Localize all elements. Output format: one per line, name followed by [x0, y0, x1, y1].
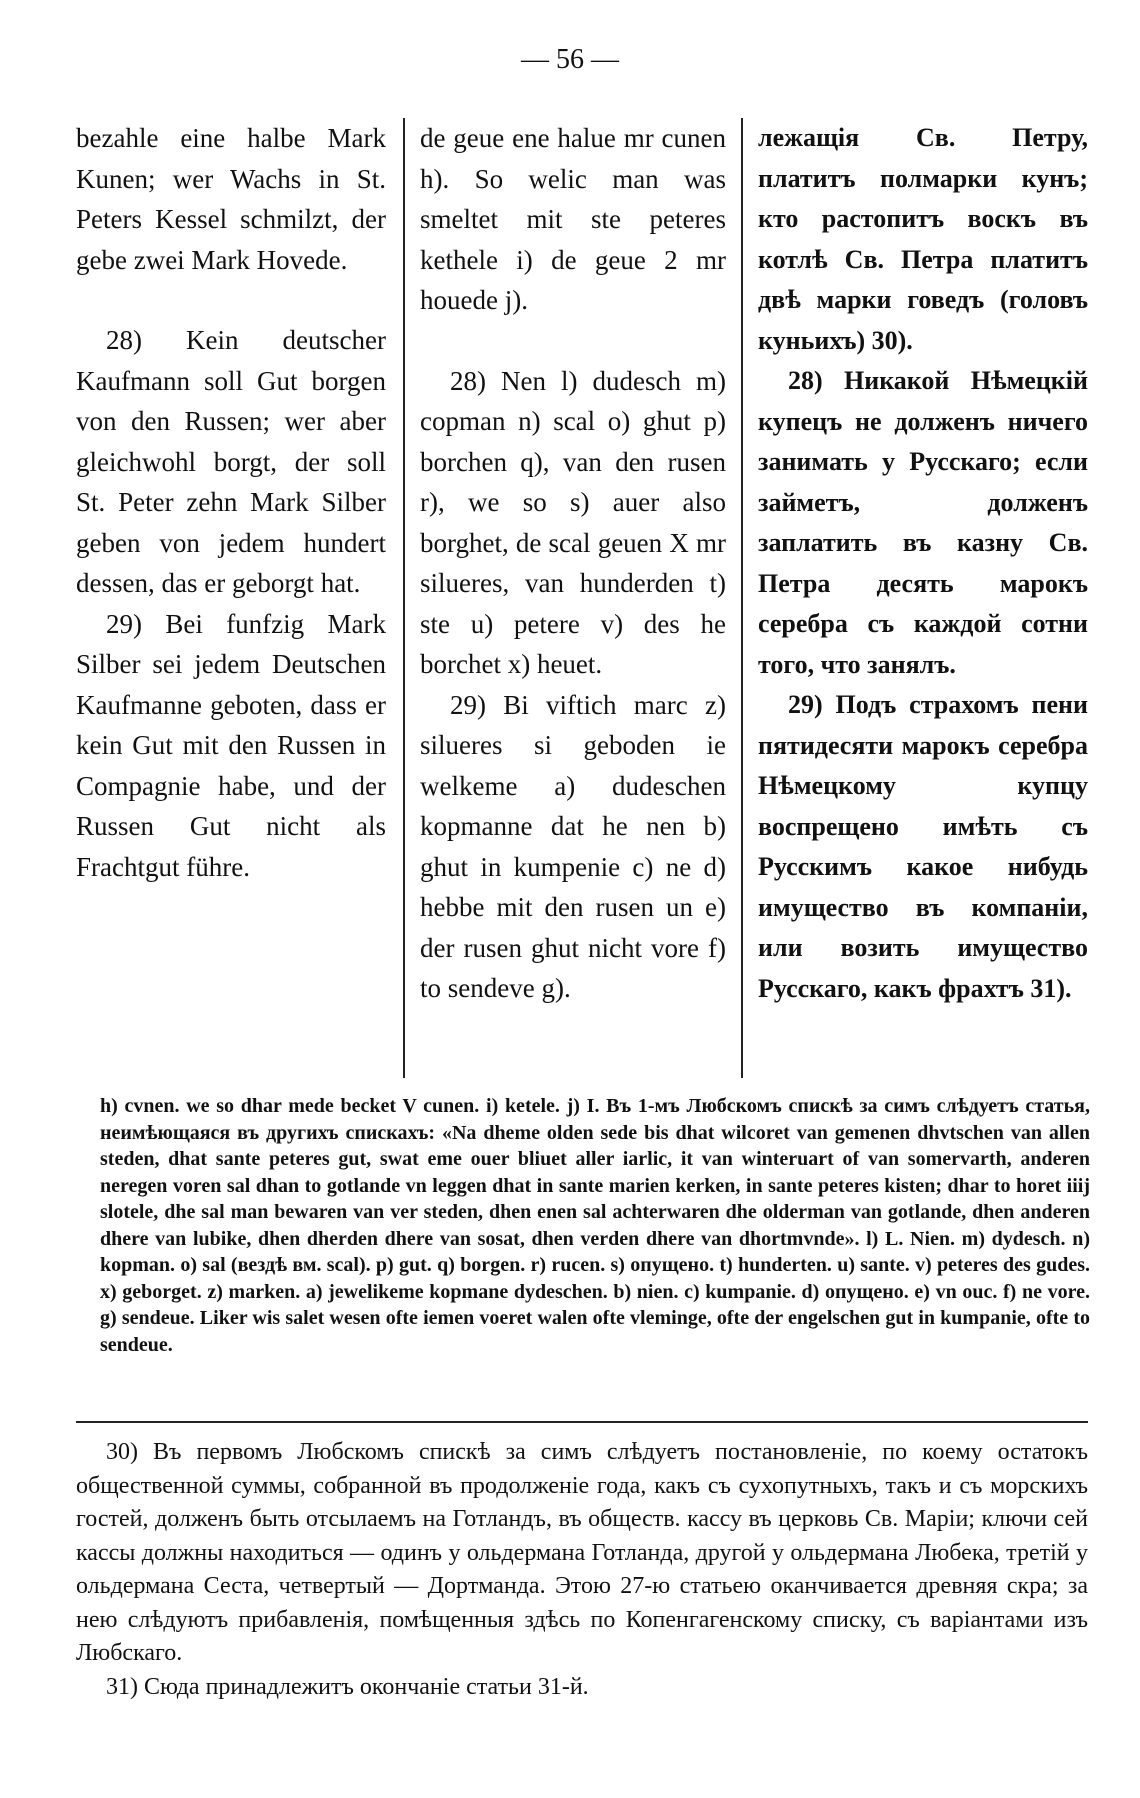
german-paragraph: 29) Bei funfzig Mark Silber sei jedem Deutschen Kaufmanne geboten, dass er kein Gut mit den Russen in Compagnie habe, und der Russen Gut nicht als Frachtgut führe. [76, 608, 386, 882]
footnotes [76, 1436, 1088, 1704]
footnote-30: 30) Въ первомъ Любскомъ спискѣ за симъ слѣдуетъ постановленіе, по коему остатокъ общественной суммы, собранной въ продолженіе года, какъ съ сухопутныхъ, такъ и съ морскихъ гостей, долженъ быть отсылаемъ на Готландъ, въ обществ. кассу въ церковь Св. Маріи; ключи сей кассы должны находиться — одинъ у ольдермана Готланда, другой у ольдермана Любека, третій у ольдермана Сеста, четвертый — Дортманда. Этою 27-ю статьею оканчивается древняя скра; за нею слѣдуютъ прибавленія, помѣщенныя здѣсь по Копенгагенскому списку, съ варіантами изъ Любскаго. [76, 1439, 1088, 1666]
german-column [76, 118, 386, 1078]
russian-paragraph: 28) Никакой Нѣмецкій купецъ не долженъ ничего занимать у Русскаго; если займетъ, долженъ заплатить въ казну Св. Петра десять марокъ серебра съ каждой сотни того, что занялъ. [758, 366, 1088, 679]
german-paragraph: 28) Kein deutscher Kaufmann soll Gut borgen von den Russen; wer aber gleichwohl borgt, der soll St. Peter zehn Mark Silber geben von jedem hundert dessen, das er geborgt hat. [76, 325, 386, 598]
russian-paragraph: 29) Подъ страхомъ пени пятидесяти марокъ серебра Нѣмецкому купцу воспрещено имѣть съ Русскимъ какое нибудь имущество въ компаніи, или возить имущество Русскаго, какъ фрахтъ 31). [758, 690, 1088, 1003]
low-german-paragraph: 29) Bi viftich marc z) silueres si geboden ie welkeme a) dudeschen kopmanne dat he nen b) ghut in kumpenie c) ne d) hebbe mit den rusen un e) der rusen ghut nicht vore f) to sendeve g). [420, 689, 726, 1003]
russian-column [758, 118, 1088, 1078]
russian-paragraph: лежащія Св. Петру, платитъ полмарки кунъ; кто растопитъ воскъ въ котлѣ Св. Петра платитъ двѣ марки говедъ (головъ куньихъ) 30). [758, 123, 1088, 355]
column-divider [741, 118, 743, 1078]
footnote-31: 31) Сюда принадлежитъ окончаніе статьи 31-й. [106, 1673, 589, 1700]
low-german-column [420, 118, 726, 1078]
german-paragraph: bezahle eine halbe Mark Kunen; wer Wachs in St. Peters Kessel schmilzt, der gebe zwei Mark Hovede. [76, 123, 386, 275]
footnote-separator [76, 1421, 1088, 1423]
low-german-paragraph: de geue ene halue mr cunen h). So welic man was smeltet mit ste peteres kethele i) de geue 2 mr houede j). [420, 123, 726, 315]
low-german-paragraph: 28) Nen l) dudesch m) copman n) scal o) ghut p) borchen q), van den rusen r), we so s) auer also borghet, de scal geuen X mr silueres, van hunderden t) ste u) petere v) des he borchet x) heuet. [420, 365, 726, 679]
variant-readings-note: h) cvnen. we so dhar mede becket V cunen. i) ketele. j) I. Въ 1-мъ Любскомъ спискѣ за симъ слѣдуетъ статья, неимѣющаяся въ другихъ спискахъ: «Na dheme olden sede bis dhat wilcoret van gemenen dhvtschen van allen steden, dhat sante peteres gut, swat eme ouer bliuet aller iarlic, it van winteruart of van somervarth, anderen neregen voren sal dhan to gotlande vn leggen dhat in sante marien kerken, in sante peteres kisten; dhar to horet iiij slotele, dhe sal man bewaren van ver steden, dhen enen sal achterwaren dhe olderman van gotlande, dhen anderen dhere van lubike, dhen dherden dhere van sosat, dhen verden dhere van dhortmvnde». l) L. Nien. m) dydesch. n) kopman. o) sal (вездѣ вм. scal). p) gut. q) borgen. r) rucen. s) опущено. t) hunderten. u) sante. v) peteres des gudes. x) geborget. z) marken. a) jewelikeme kopmane dydeschen. b) nien. c) kumpanie. d) опущено. e) vn ouc. f) ne vore. g) sendeue. Liker wis salet wesen ofte iemen voeret walen ofte vleminge, ofte der engelschen gut in kumpanie, ofte to sendeue. [100, 1095, 1090, 1356]
parallel-text-columns [76, 118, 1088, 1078]
page-number: — 56 — [521, 44, 619, 75]
column-divider [403, 118, 405, 1078]
